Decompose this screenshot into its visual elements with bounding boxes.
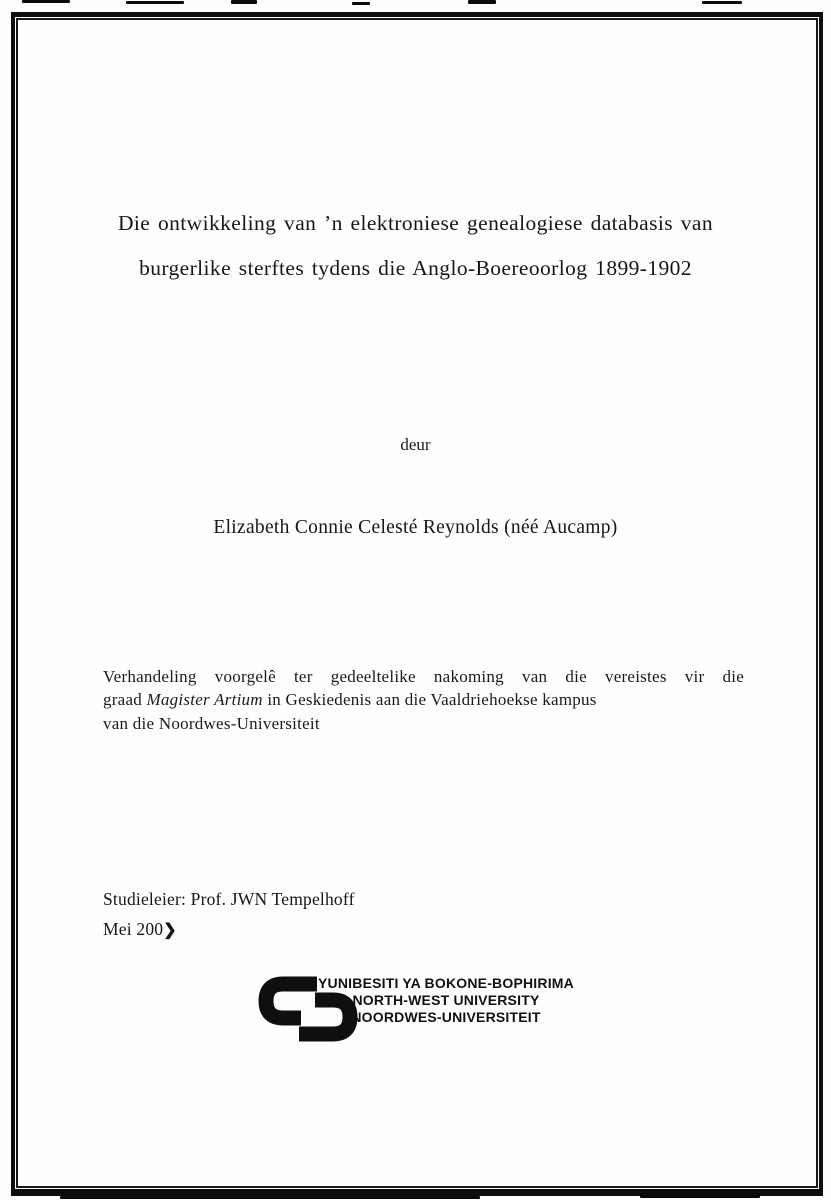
university-name-setswana: YUNIBESITI YA BOKONE-BOPHIRIMA: [318, 975, 574, 991]
handwritten-seven-glyph: ❯: [163, 922, 177, 939]
thesis-title-line2: burgerlike sterftes tydens die Anglo-Boereoorlog 1899-1902: [139, 256, 692, 280]
scan-artifact: [22, 0, 70, 3]
scan-artifact: [352, 2, 370, 5]
submission-statement: [103, 665, 744, 735]
scan-artifact: [60, 1196, 480, 1199]
author-name: Elizabeth Connie Celesté Reynolds (néé Aucamp): [213, 517, 618, 538]
supervisor-line: Studieleier: Prof. JWN Tempelhoff: [103, 889, 355, 909]
degree-name: Magister Artium: [146, 690, 263, 710]
thesis-title-line1: Die ontwikkeling van ’n elektroniese genealogiese databasis van: [117, 211, 714, 235]
submission-line3: van die Noordwes-Universiteit: [103, 713, 320, 733]
submission-line2-pre: graad: [103, 690, 147, 710]
date-line: [103, 914, 355, 946]
scan-artifact: [468, 0, 496, 4]
supervisor-block: [103, 884, 355, 946]
university-name-english: NORTH-WEST UNIVERSITY: [352, 992, 540, 1008]
submission-line1: Verhandeling voorgelê ter gedeeltelike nakoming van die vereistes vir die: [103, 667, 744, 686]
date-prefix: Mei 200: [103, 919, 164, 939]
scan-artifact: [126, 1, 184, 4]
thesis-title: [65, 201, 766, 291]
university-name-block: [314, 975, 578, 1026]
byline-deur: deur: [400, 435, 431, 454]
submission-line2: [103, 688, 744, 711]
submission-line2-post: in Geskiedenis aan die Vaaldriehoekse kampus: [262, 690, 597, 710]
scan-artifact: [702, 1, 742, 4]
university-name-afrikaans: NOORDWES-UNIVERSITEIT: [351, 1009, 541, 1025]
scan-artifact: [231, 0, 257, 4]
